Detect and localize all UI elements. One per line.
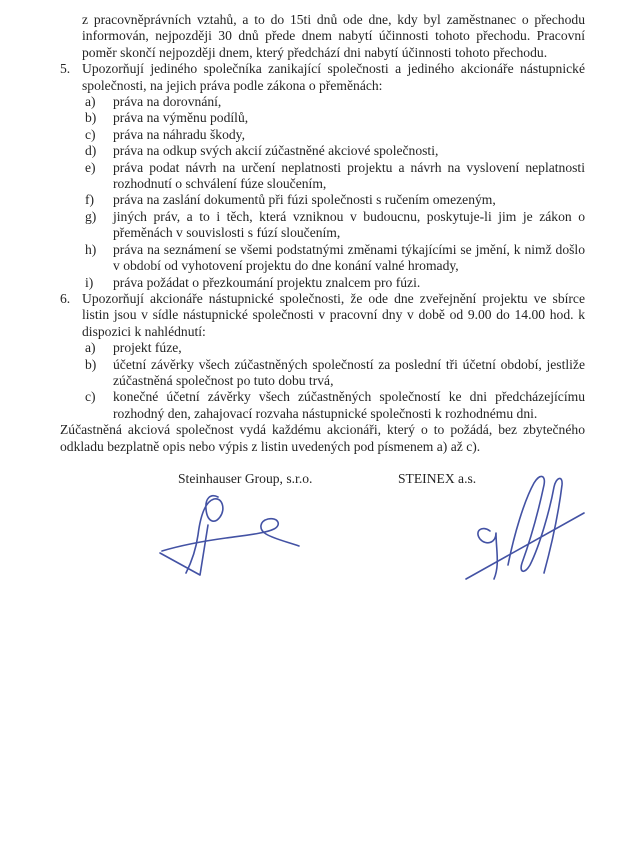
sub-item-6a-text: projekt fúze, (113, 340, 182, 356)
sub-item-5i-label: i) (85, 274, 94, 290)
sub-item-5f (85, 192, 585, 208)
sub-item-5a (85, 94, 585, 110)
closing-paragraph: Zúčastněná akciová společnost vydá každému akcionáři, který o to požádá, bez zbytečného odkladu bezplatně opis nebo výpis z listin uvedených pod písmenem a) až c). (60, 422, 585, 454)
sub-item-5c-label: c) (85, 126, 96, 142)
sub-item-6b-label: b) (85, 356, 97, 372)
company-name-steinex: STEINEX a.s. (398, 470, 477, 486)
list-item-6-text: Upozorňují akcionáře nástupnické společnosti, že ode dne zveřejnění projektu ve sbírce listin jsou v sídle nástupnické společnosti v pracovní dny v době od 9.00 do 14.00 hod. k dispozici k nahlédnutí: (82, 290, 585, 339)
sub-item-6a (85, 340, 585, 356)
sub-item-6a-label: a) (85, 340, 96, 356)
sub-item-6c (85, 389, 585, 422)
signature-stroke (186, 496, 223, 573)
sub-item-5h-text: práva na seznámení se všemi podstatnými změnami týkajícími se jmění, k nimž došlo v období od vyhotovení projektu do dne konání valné hromady, (113, 241, 585, 274)
sub-item-6b-text: účetní závěrky všech zúčastněných společností za poslední tři účetní období, jestliže zúčastněná společnost po tuto dobu trvá, (113, 356, 585, 388)
sub-item-5g (85, 209, 585, 242)
sub-item-5h (85, 242, 585, 275)
list-item-5 (60, 61, 585, 291)
sub-item-5f-label: f) (85, 192, 95, 208)
sub-item-5b (85, 110, 585, 126)
sub-item-5g-label: g) (85, 208, 97, 224)
sub-item-5b-label: b) (85, 110, 97, 126)
sub-item-5e (85, 160, 585, 193)
paragraph-continuation: z pracovněprávních vztahů, a to do 15ti dnů ode dne, kdy byl zaměstnanec o přechodu informován, nejpozději 30 dnů přede dnem nabytí účinnosti tohoto přechodu. Pracovní poměr skončí nejpozději dnem, který předchází dni nabytí účinnosti tohoto přechodu. (82, 12, 585, 60)
list-item-6-number: 6. (60, 290, 71, 306)
steinex-signature (456, 473, 593, 587)
steinex-signature-strokes (466, 476, 584, 579)
sub-item-6b (85, 357, 585, 390)
sub-item-6c-text: konečné účetní závěrky všech zúčastněných společností ke dni předcházejícímu rozhodný den, zahajovací rozvaha nástupnické společnosti k rozhodnému dni. (113, 389, 585, 421)
list-item-6 (60, 291, 585, 422)
sub-item-6c-label: c) (85, 389, 96, 405)
sub-item-5a-text: práva na dorovnání, (113, 94, 222, 110)
sub-item-5f-text: práva na zaslání dokumentů při fúzi společnosti s ručením omezeným, (113, 192, 496, 208)
sub-item-5i (85, 275, 585, 291)
sub-item-5d-label: d) (85, 143, 97, 159)
signature-stroke (162, 519, 299, 551)
sub-item-5c (85, 127, 585, 143)
steinhauser-signature (156, 491, 304, 583)
sub-item-5d-text: práva na odkup svých akcií zúčastněné akciové společnosti, (113, 143, 439, 159)
signature-section (60, 471, 585, 671)
sub-item-5e-text: práva podat návrh na určení neplatnosti projektu a návrh na vyslovení neplatnosti rozhodnutí o schválení fúze sloučením, (113, 159, 585, 192)
company-name-steinhauser: Steinhauser Group, s.r.o. (178, 470, 313, 486)
sub-item-5g-text: jiných práv, a to i těch, která vzniknou v budoucnu, poskytuje-li jim je zákon o přeměnách v souvislosti s fúzí sloučením, (113, 208, 585, 241)
signature-stroke (508, 476, 562, 573)
sub-item-5b-text: práva na výměnu podílů, (113, 110, 249, 126)
list-item-5-number: 5. (60, 61, 71, 77)
steinhauser-signature-strokes (160, 496, 299, 575)
sub-item-5d (85, 143, 585, 159)
sub-item-5h-label: h) (85, 241, 97, 257)
sub-item-5i-text: práva požádat o přezkoumání projektu znalcem pro fúzi. (113, 274, 421, 290)
sub-item-5c-text: práva na náhradu škody, (113, 126, 245, 142)
sub-item-5a-label: a) (85, 94, 96, 110)
list-item-5-text: Upozorňují jediného společníka zanikající společnosti a jediného akcionáře nástupnické společnosti, na jejich práva podle zákona o přeměnách: (82, 61, 585, 93)
sub-item-5e-label: e) (85, 159, 96, 175)
signature-stroke (466, 513, 584, 579)
